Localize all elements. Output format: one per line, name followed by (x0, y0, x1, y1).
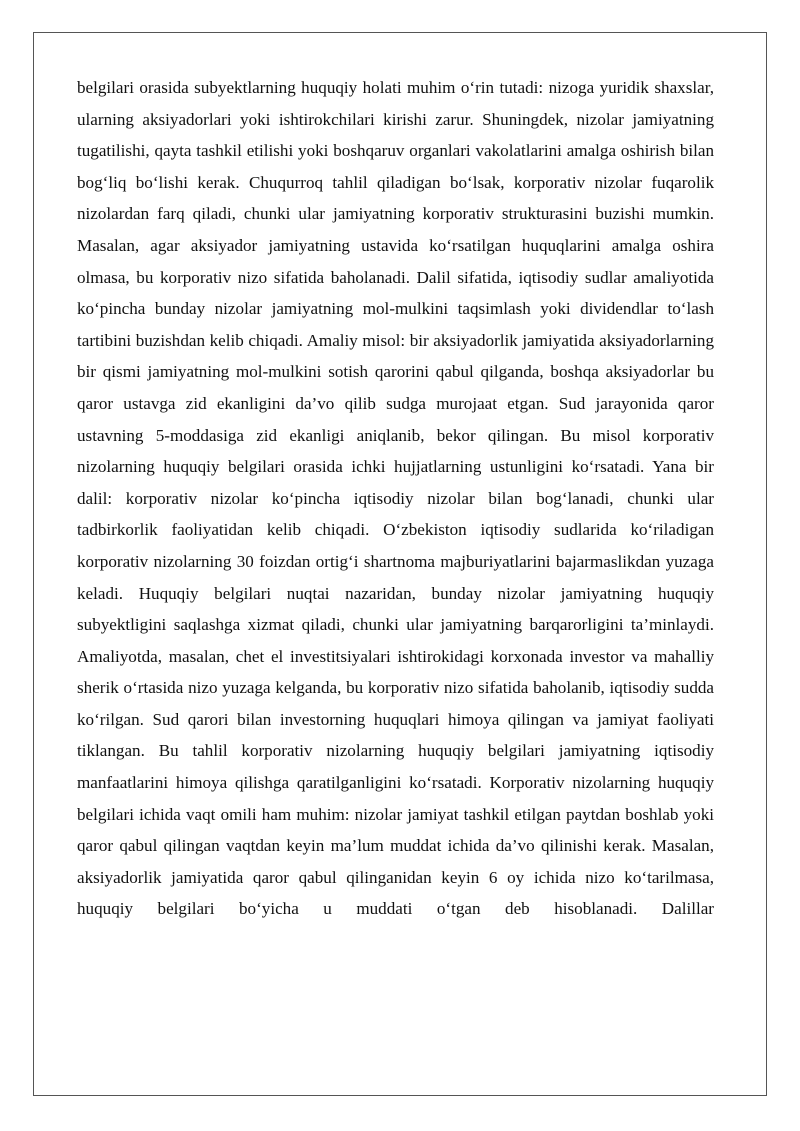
document-body-text: belgilari orasida subyektlarning huquqiy holati muhim o‘rin tutadi: nizoga yuridik shaxslar, ularning aksiyadorlari yoki ishtirokchilari kirishi zarur. Shuningdek, nizolar jamiyatning tugatilishi, qayta tashkil etilishi yoki boshqaruv organlari vakolatlarini amalga oshirish bilan bog‘liq bo‘lishi kerak. Chuqurroq tahlil qiladigan bo‘lsak, korporativ nizolar fuqarolik nizolardan farq qiladi, chunki ular jamiyatning korporativ strukturasini buzishi mumkin. Masalan, agar aksiyador jamiyatning ustavida ko‘rsatilgan huquqlarini amalga oshira olmasa, bu korporativ nizo sifatida baholanadi. Dalil sifatida, iqtisodiy sudlar amaliyotida ko‘pincha bunday nizolar jamiyatning mol-mulkini taqsimlash yoki dividendlar to‘lash tartibini buzishdan kelib chiqadi. Amaliy misol: bir aksiyadorlik jamiyatida aksiyadorlarning bir qismi jamiyatning mol-mulkini sotish qarorini qabul qilganda, boshqa aksiyadorlar bu qaror ustavga zid ekanligini da’vo qilib sudga murojaat etgan. Sud jarayonida qaror ustavning 5-moddasiga zid ekanligi aniqlanib, bekor qilingan. Bu misol korporativ nizolarning huquqiy belgilari orasida ichki hujjatlarning ustunligini ko‘rsatadi. Yana bir dalil: korporativ nizolar ko‘pincha iqtisodiy nizolar bilan bog‘lanadi, chunki ular tadbirkorlik faoliyatidan kelib chiqadi. O‘zbekiston iqtisodiy sudlarida ko‘riladigan korporativ nizolarning 30 foizdan ortig‘i shartnoma majburiyatlarini bajarmaslikdan yuzaga keladi. Huquqiy belgilari nuqtai nazaridan, bunday nizolar jamiyatning huquqiy subyektligini saqlashga xizmat qiladi, chunki ular jamiyatning barqarorligini ta’minlaydi. Amaliyotda, masalan, chet el investitsiyalari ishtirokidagi korxonada investor va mahalliy sherik o‘rtasida nizo yuzaga kelganda, bu korporativ nizo sifatida baholanib, iqtisodiy sudda ko‘rilgan. Sud qarori bilan investorning huquqlari himoya qilingan va jamiyat faoliyati tiklangan. Bu tahlil korporativ nizolarning huquqiy belgilari jamiyatning iqtisodiy manfaatlarini himoya qilishga qaratilganligini ko‘rsatadi. Korporativ nizolarning huquqiy belgilari ichida vaqt omili ham muhim: nizolar jamiyat tashkil etilgan paytdan boshlab yoki qaror qabul qilingan vaqtdan keyin ma’lum muddat ichida da’vo qilinishi kerak. Masalan, aksiyadorlik jamiyatida qaror qabul qilinganidan keyin 6 oy ichida nizo ko‘tarilmasa, huquqiy belgilari bo‘yicha u muddati o‘tgan deb hisoblanadi. Dalillar (77, 78, 714, 919)
